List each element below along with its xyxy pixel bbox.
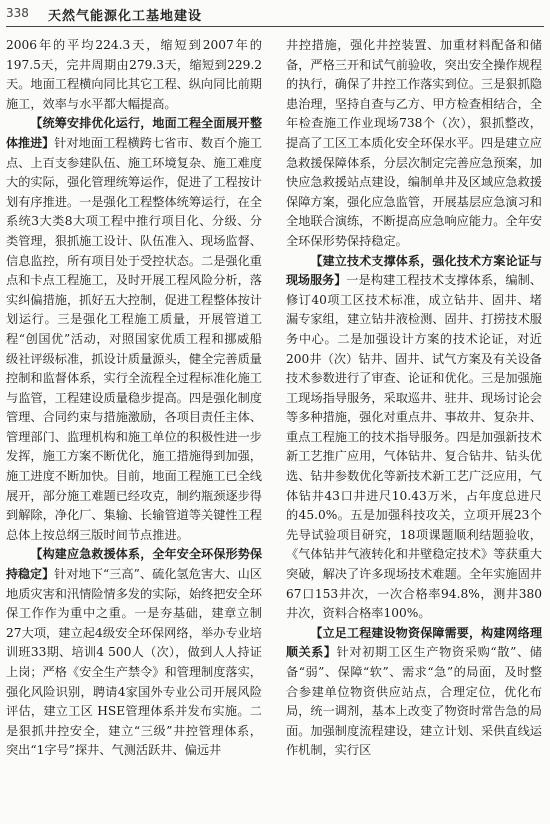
running-title: 天然气能源化工基地建设 — [48, 9, 203, 24]
paragraph-continued: 井控措施，强化井控装置、加重材料配备和储备，严格三开和试气前验收，突出安全操作规程的执行，确保了井控工作落实到位。三是狠抓隐患治理，坚持自查与乙方、甲方检查相结合，全年检查施工作业现场738个（次），狠抓整改，提高了工区工本质化安全环保水平。四是建立应急救援保障体系，分层次制定完善应急预案，加快应急救援站点建设，编制单井及区域应急救援保障方案，强化应急监管，开展基层应急演习和全地联合演练，不断提高应急响应能力。全年安全环保形势保持稳定。 — [286, 38, 542, 248]
section-heading: 【立足工程建设物资保障需要，构建网络理顺关系】 — [286, 625, 542, 660]
section-technical-support — [286, 252, 542, 624]
section-heading: 【统筹安排优化运行，地面工程全面展开整体推进】 — [6, 116, 262, 150]
section-material-supply — [286, 624, 542, 761]
section-heading: 【构建应急救援体系，全年安全环保形势保持稳定】 — [6, 547, 262, 582]
page-header — [0, 0, 550, 30]
section-body: 一是构建工程技术支撑体系，编制、修订40项工区技术标准，成立钻井、固井、堵漏专家组，建立钻井液检测、固井、打捞技术服务中心。二是加强设计方案的技术论证，对近200井（次）钻井、固井、试气方案及有关设备技术参数进行了审查、论证和优化。三是加强施工现场指导服务，采取巡井、驻井、现场讨论会等多种措施，强化对重点井、事故井、复杂井、重点工程施工的技术指导服务。四是加强新技术新工艺推广应用，气体钻井、复合钻井、钻头优选、钻井参数优化等新技术新工艺广泛应用，气体钻井43口井进尺10.43万米，占年度总进尺的45.0%。五是加强科技攻关，立项开展23个先导试验项目研究，18项课题顺利结题验收，《气体钻井气液转化和井壁稳定技术》等获重大突破，解决了许多现场技术难题。全年实施固井67口153井次，一次合格率94.8%，测井380井次，资料合格率100%。 — [286, 273, 542, 621]
section-body: 针对初期工区生产物资采购“散”、储备“弱”、保障“软”、需求“急”的局面，及时整合参建单位物资供应站点，合理定位，优化布局，统一调剂，基本上改变了物资时常告急的局面。加强制度流程建设，建立计划、采供直线运作机制，实行区 — [286, 645, 542, 758]
paragraph-continued: 2006年的平均224.3天，缩短到2007年的197.5天，完井周期由279.3天，缩短到229.2天。地面工程横向同比其它工程、纵向同比前期施工，效率与水平都大幅提高。 — [6, 38, 262, 111]
section-body: 针对地下“三高”、硫化氢危害大、山区地质灾害和汛情险情多发的实际，始终把安全环保工作作为重中之重。一是夯基础，建章立制27大项，建立起4级安全环保网络，举办专业培训班33期、培训4 500人（次），做到人人持证上岗；严格《安全生产禁令》和管理制度落实，强化风险识别，聘请4家国外专业公司开展风险评估，建立工区 HSE管理体系并发布实施。二是狠抓井控安全，建立“三级”井控管理体系，突出“1字号”探井、气测活跃井、偏远井 — [6, 567, 262, 758]
header-rule — [6, 26, 544, 27]
section-heading: 【建立技术支撑体系，强化技术方案论证与现场服务】 — [286, 253, 542, 288]
page-number: 338 — [6, 6, 29, 20]
section-body: 针对地面工程横跨七省市、数百个施工点、上百支参建队伍、施工环境复杂、施工难度大的实际，强化管理统筹运作，促进了工程按计划有序推进。一是强化工程整体统筹运行，在全系统3大类8大项工程中推行项目化、分级、分类管理，狠抓施工设计、队伍准入、现场监督、信息监控，所有项目处于受控状态。二是强化重点和卡点工程施工，及时开展工程风险分析，落实纠偏措施，抓好五大控制，促进工程整体按计划运行。三是强化工程施工质量，开展管道工程“创国优”活动，对照国家优质工程和挪威船级社评级标准，抓设计质量源头，健全完善质量控制和监督体系，实行全流程全过程标准化施工与监管，工程建设质量稳步提高。四是强化制度管理、合同约束与措施激励，各项目责任主体、管理部门、监理机构和施工单位的积极性进一步发挥，施工方案不断优化，施工措施得到加强，施工进度不断加快。目前，地面工程施工已全线展开，部分施工难题已经攻克，制约瓶颈逐步得到解除，净化厂、集输、长输管道等关键性工程总体上按总纲三版时间节点推进。 — [6, 135, 262, 542]
left-column — [6, 36, 262, 820]
section-emergency-rescue — [6, 545, 262, 761]
section-surface-engineering — [6, 114, 262, 545]
right-column — [286, 36, 542, 820]
